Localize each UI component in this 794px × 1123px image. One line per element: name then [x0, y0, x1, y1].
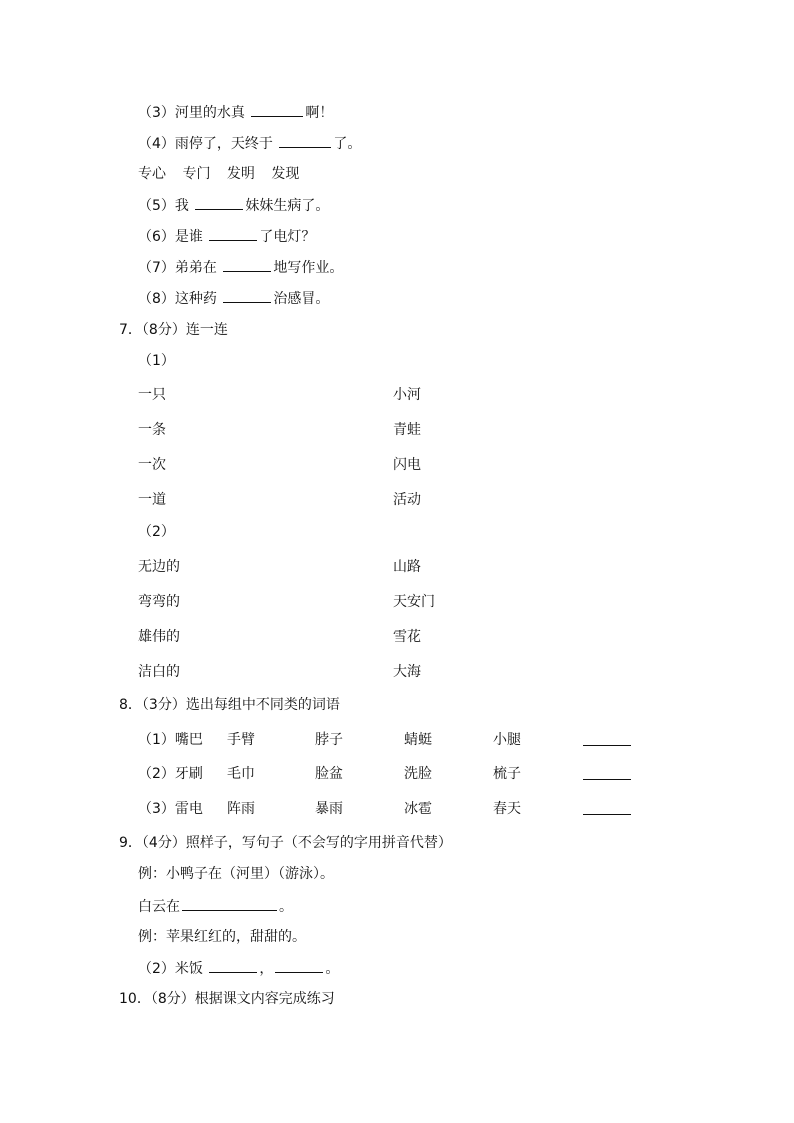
q6-item-7-suffix: 地写作业。: [273, 260, 344, 276]
q9-line-2-suffix: 。: [325, 961, 340, 977]
q8-word: 毛巾: [227, 766, 255, 782]
q8-word: 小腿: [493, 732, 521, 748]
answer-blank[interactable]: [182, 896, 277, 911]
q8-word: 阵雨: [227, 801, 255, 817]
q6-item-4-text: （4）雨停了，天终于: [138, 136, 278, 152]
q8-word: 梳子: [493, 766, 521, 782]
q8-word: 脖子: [315, 732, 343, 748]
match-right-item[interactable]: 天安门: [393, 594, 435, 610]
answer-blank[interactable]: [583, 765, 631, 780]
answer-blank[interactable]: [195, 195, 243, 210]
match-right-item[interactable]: 雪花: [393, 629, 421, 645]
answer-blank[interactable]: [209, 958, 257, 973]
q6-item-6-suffix: 了电灯？: [259, 229, 316, 245]
q8-title: 8．（3分）选出每组中不同类的词语: [119, 697, 340, 713]
q6-item-3-text: （3）河里的水真: [138, 105, 250, 121]
q8-word: 冰雹: [404, 801, 432, 817]
q6-item-5-text: （5）我: [138, 198, 194, 214]
match-left-item[interactable]: 雄伟的: [138, 629, 180, 645]
match-left-item[interactable]: 弯弯的: [138, 594, 180, 610]
q8-word: （2）牙刷: [138, 766, 203, 782]
q6-item-4-suffix: 了。: [333, 136, 362, 152]
q7-title: 7．（8分）连一连: [119, 322, 228, 338]
q8-word: （1）嘴巴: [138, 732, 203, 748]
match-right-item[interactable]: 大海: [393, 664, 421, 680]
q9-line-1-suffix: 。: [279, 899, 293, 915]
word-bank-item: 发现: [271, 166, 300, 182]
q9-line-2-comma: ，: [259, 961, 274, 977]
match-left-item[interactable]: 无边的: [138, 559, 180, 575]
answer-blank[interactable]: [223, 288, 271, 303]
word-bank: [138, 164, 299, 184]
q9-example-1: 例：小鸭子在（河里）（游泳）。: [138, 866, 334, 882]
q9-title: 9．（4分）照样子，写句子（不会写的字用拼音代替）: [119, 835, 452, 851]
q6-item-5: [138, 195, 329, 216]
q6-item-6: [138, 226, 315, 247]
match-left-item[interactable]: 一道: [138, 492, 166, 508]
answer-blank[interactable]: [279, 133, 331, 148]
q7-part1-label: （1）: [138, 353, 175, 369]
q6-item-7: [138, 257, 343, 278]
q8-word: 脸盆: [315, 766, 343, 782]
answer-blank[interactable]: [583, 731, 631, 746]
q9-line-2: [138, 958, 339, 979]
answer-blank[interactable]: [251, 102, 303, 117]
q6-item-5-suffix: 妹妹生病了。: [245, 198, 330, 214]
q8-word: 蜻蜓: [404, 732, 432, 748]
q9-line-1-text: 白云在: [138, 899, 180, 915]
q8-word: 洗脸: [404, 766, 432, 782]
match-left-item[interactable]: 一只: [138, 387, 166, 403]
answer-blank[interactable]: [223, 257, 271, 272]
word-bank-item: 专门: [182, 166, 211, 182]
q6-item-3: [138, 102, 333, 123]
q10-title: 10．（8分）根据课文内容完成练习: [119, 991, 335, 1007]
q6-item-7-text: （7）弟弟在: [138, 260, 222, 276]
answer-blank[interactable]: [275, 958, 323, 973]
q6-item-3-suffix: 啊！: [305, 105, 334, 121]
answer-blank[interactable]: [583, 800, 631, 815]
match-right-item[interactable]: 闪电: [393, 457, 421, 473]
match-right-item[interactable]: 活动: [393, 492, 421, 508]
word-bank-item: 专心: [138, 166, 166, 182]
match-right-item[interactable]: 小河: [393, 387, 421, 403]
answer-blank[interactable]: [209, 226, 257, 241]
match-right-item[interactable]: 青蛙: [393, 422, 421, 438]
q6-item-8-suffix: 治感冒。: [273, 291, 330, 307]
match-left-item[interactable]: 一次: [138, 457, 166, 473]
q6-item-8: [138, 288, 329, 309]
q7-part2-label: （2）: [138, 524, 175, 540]
q9-line-2-text: （2）米饭: [138, 961, 208, 977]
q8-word: 暴雨: [315, 801, 343, 817]
q6-item-6-text: （6）是谁: [138, 229, 208, 245]
q6-item-8-text: （8）这种药: [138, 291, 222, 307]
q9-example-2: 例：苹果红红的，甜甜的。: [138, 929, 306, 945]
word-bank-item: 发明: [226, 166, 255, 182]
q8-word: 手臂: [227, 732, 255, 748]
q9-line-1: [138, 896, 293, 917]
match-left-item[interactable]: 洁白的: [138, 664, 180, 680]
match-left-item[interactable]: 一条: [138, 422, 166, 438]
match-right-item[interactable]: 山路: [393, 559, 421, 575]
q6-item-4: [138, 133, 361, 154]
q8-word: （3）雷电: [138, 801, 203, 817]
q8-word: 春天: [493, 801, 521, 817]
